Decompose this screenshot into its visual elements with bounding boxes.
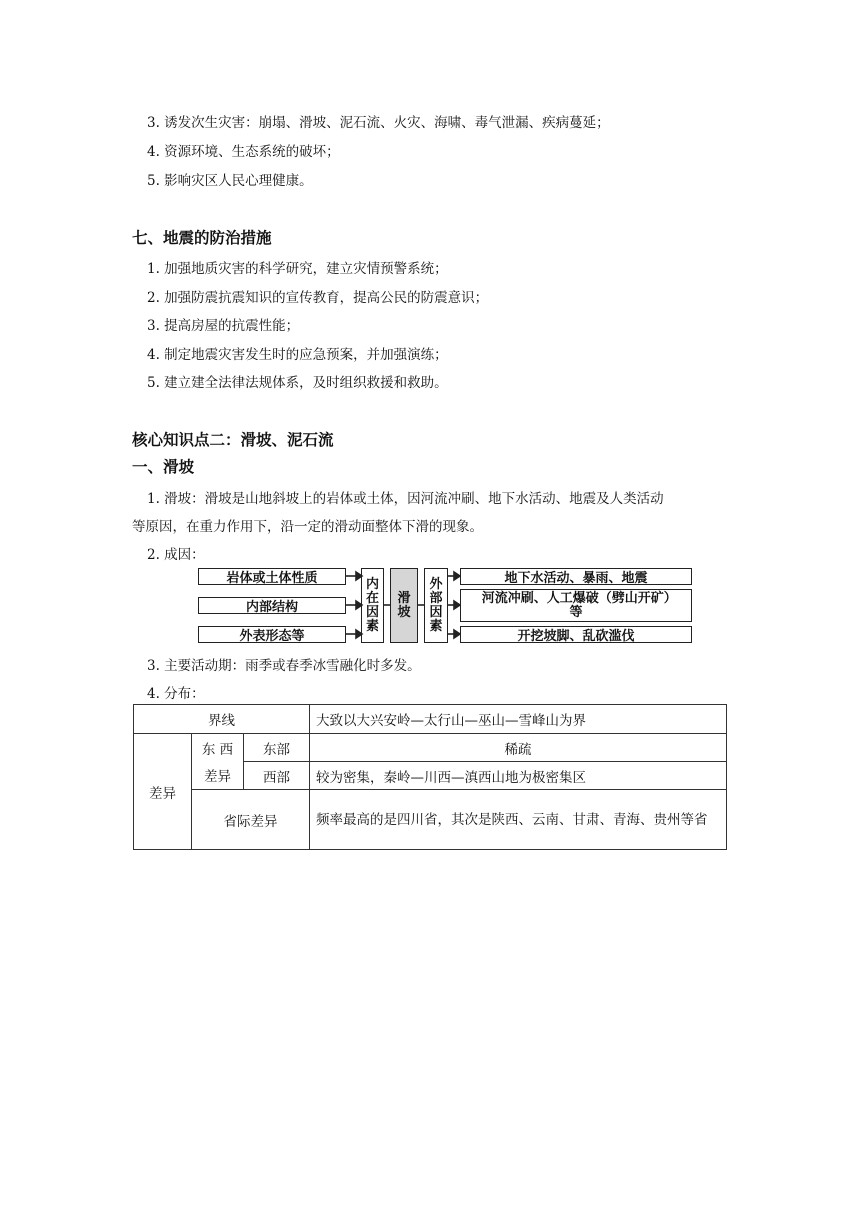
landslide-cause-diagram	[198, 566, 694, 646]
ew-label-cell: 东 西	[192, 734, 244, 762]
section-heading: 七、地震的防治措施	[132, 229, 272, 247]
table-row	[134, 790, 727, 850]
landslide-center-label: 滑坡	[397, 590, 411, 620]
table-row	[134, 734, 727, 762]
list-item: 2. 加强防震抗震知识的宣传教育，提高公民的防震意识；	[147, 290, 489, 306]
west-value-cell: 较为密集，秦岭—川西—滇西山地为极密集区	[310, 762, 727, 790]
sub-heading: 一、滑坡	[132, 458, 195, 476]
internal-factor-box: 岩体或土体性质	[198, 568, 346, 585]
internal-factors-label: 内在因素	[365, 576, 379, 634]
list-item: 3. 诱发次生灾害：崩塌、滑坡、泥石流、火灾、海啸、毒气泄漏、疾病蔓延；	[147, 115, 610, 131]
list-item: 5. 影响灾区人民心理健康。	[147, 173, 313, 189]
external-factor-box: 地下水活动、暴雨、地震	[460, 568, 692, 585]
diff-label-cell: 差异	[134, 734, 192, 850]
list-item: 5. 建立建全法律法规体系，及时组织救援和救助。	[147, 375, 448, 391]
boundary-value-cell: 大致以大兴安岭—太行山—巫山—雪峰山为界	[310, 705, 727, 734]
definition-paragraph	[132, 485, 747, 541]
east-value-cell: 稀疏	[310, 734, 727, 762]
external-factors-box	[424, 568, 448, 643]
definition-line: 1. 滑坡：滑坡是山地斜坡上的岩体或土体，因河流冲刷、地下水活动、地震及人类活动	[147, 491, 664, 507]
table-row	[134, 705, 727, 734]
core-heading: 核心知识点二：滑坡、泥石流	[132, 431, 334, 449]
ew-label-cell: 差异	[192, 762, 244, 790]
external-factor-box: 开挖坡脚、乱砍滥伐	[460, 626, 692, 643]
boundary-label-cell: 界线	[134, 705, 310, 734]
internal-factor-box: 外表形态等	[198, 626, 346, 643]
definition-line: 等原因，在重力作用下，沿一定的滑动面整体下滑的现象。	[132, 519, 483, 535]
external-factors-label: 外部因素	[429, 576, 443, 634]
list-item: 1. 加强地质灾害的科学研究，建立灾情预警系统；	[147, 261, 448, 277]
list-item: 3. 提高房屋的抗震性能；	[147, 318, 300, 334]
cause-label: 2. 成因：	[147, 547, 205, 563]
internal-factor-box: 内部结构	[198, 597, 346, 614]
prov-value-cell: 频率最高的是四川省，其次是陕西、云南、甘肃、青海、贵州等省	[310, 790, 727, 850]
external-factor-box: 河流冲刷、人工爆破（劈山开矿）等	[460, 589, 692, 622]
prov-label-cell: 省际差异	[192, 790, 310, 850]
table-row	[134, 762, 727, 790]
landslide-center-box	[390, 568, 418, 643]
period-text: 3. 主要活动期：雨季或春季冰雪融化时多发。	[147, 658, 421, 674]
distribution-table	[133, 704, 727, 850]
west-label-cell: 西部	[244, 762, 310, 790]
east-label-cell: 东部	[244, 734, 310, 762]
list-item: 4. 制定地震灾害发生时的应急预案，并加强演练；	[147, 347, 448, 363]
internal-factors-box	[361, 568, 384, 643]
list-item: 4. 资源环境、生态系统的破坏；	[147, 144, 340, 160]
distribution-label: 4. 分布：	[147, 686, 205, 702]
